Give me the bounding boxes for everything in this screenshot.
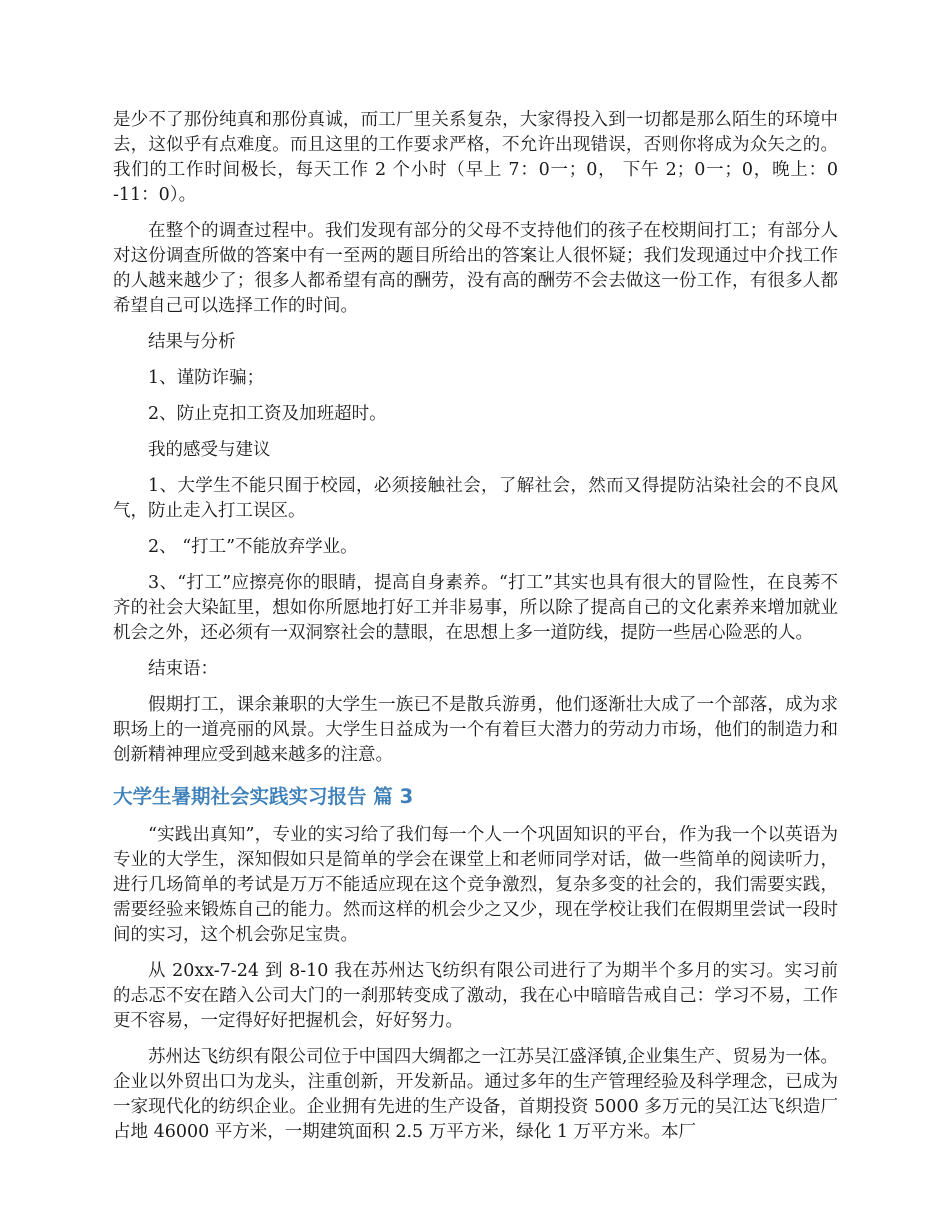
ending-title: 结束语： (148, 659, 218, 679)
feeling-item-2: 2、 “打工”不能放弃学业。 (148, 537, 358, 557)
section-paragraph-1: “实践出真知”，专业的实习给了我们每一个人一个巩固知识的平台，作为我一个以英语为专业的大学生，深知假如只是简单的学会在课堂上和老师同学对话，做一些简单的阅读听力，进行几场简单的考试是万万不能适应现在这个竞争激烈，复杂多变的社会的，我们需要实践，需要经验来锻炼自己的能力。然而这样的机会少之又少，现在学校让我们在假期里尝试一段时间的实习，这个机会弥足宝贵。 (113, 825, 838, 945)
result-item-1: 1、谨防诈骗； (148, 368, 265, 388)
section-paragraph-3: 苏州达飞纺织有限公司位于中国四大绸都之一江苏吴江盛泽镇,企业集生产、贸易为一体。企业以外贸出口为龙头，注重创新，开发新品。通过多年的生产管理经验及科学理念，已成为一家现代化的纺织企业。企业拥有先进的生产设备，首期投资 5000 多万元的吴江达飞织造厂占地 46000 平方米，一期建筑面积 2.5 万平方米，绿化 1 万平方米。本厂 (113, 1047, 838, 1142)
paragraph-survey-findings: 在整个的调查过程中。我们发现有部分的父母不支持他们的孩子在校期间打工；有部分人对这份调查所做的答案中有一至两的题目所给出的答案让人很怀疑；我们发现通过中介找工作的人越来越少了；很多人都希望有高的酬劳，没有高的酬劳不会去做这一份工作，有很多人都希望自己可以选择工作的时间。 (113, 221, 838, 316)
feeling-item-3: 3、“打工”应擦亮你的眼睛，提高自身素养。“打工”其实也具有很大的冒险性，在良莠不齐的社会大染缸里，想如你所愿地打好工并非易事，所以除了提高自己的文化素养来增加就业机会之外，还必须有一双洞察社会的慧眼，在思想上多一道防线，提防一些居心险恶的人。 (113, 573, 838, 643)
feeling-item-1: 1、大学生不能只囿于校园，必须接触社会，了解社会，然而又得提防沾染社会的不良风气，防止走入打工误区。 (113, 476, 838, 521)
result-title: 结果与分析 (148, 332, 236, 352)
section-heading: 大学生暑期社会实践实习报告 篇 3 (113, 785, 414, 808)
feeling-title: 我的感受与建议 (148, 440, 271, 460)
section-paragraph-2: 从 20xx-7-24 到 8-10 我在苏州达飞纺织有限公司进行了为期半个多月的实习。实习前的忐忑不安在踏入公司大门的一刹那转变成了激动，我在心中暗暗告戒自己：学习不易，工作更不容易，一定得好好把握机会，好好努力。 (113, 961, 838, 1031)
paragraph-continuation: 是少不了那份纯真和那份真诚，而工厂里关系复杂，大家得投入到一切都是那么陌生的环境中去，这似乎有点难度。而且这里的工作要求严格，不允许出现错误，否则你将成为众矢之的。我们的工作时间极长，每天工作 2 个小时（早上 7：0一；0， 下午 2；0一；0，晚上：0 -11：0）。 (113, 110, 838, 205)
result-item-2: 2、防止克扣工资及加班超时。 (148, 404, 387, 424)
document-page (113, 108, 838, 1156)
ending-paragraph: 假期打工，课余兼职的大学生一族已不是散兵游勇，他们逐渐壮大成了一个部落，成为求职场上的一道亮丽的风景。大学生日益成为一个有着巨大潜力的劳动力市场，他们的制造力和创新精神理应受到越来越多的注意。 (113, 695, 838, 765)
